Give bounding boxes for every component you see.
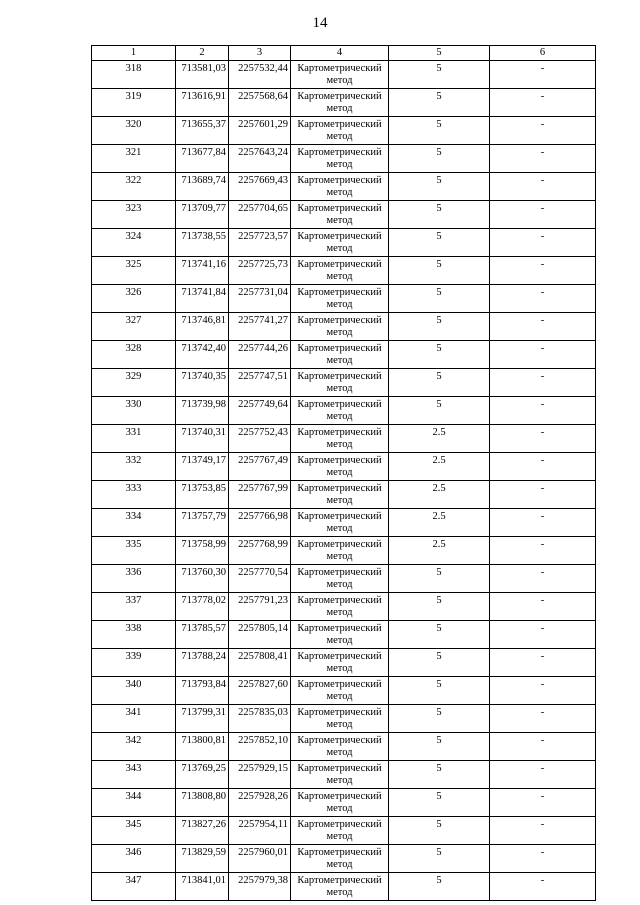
method-text: Картометрический метод (297, 343, 382, 366)
point-number-cell: 318 (92, 61, 176, 89)
accuracy-cell: 5 (389, 649, 490, 677)
accuracy-cell: 5 (389, 257, 490, 285)
x-coordinate-cell: 713753,85 (176, 481, 229, 509)
accuracy-cell: 2.5 (389, 453, 490, 481)
point-number-cell: 321 (92, 145, 176, 173)
table-row (92, 817, 596, 845)
point-number-cell: 326 (92, 285, 176, 313)
point-number-cell: 331 (92, 425, 176, 453)
y-coordinate-cell: 2257725,73 (229, 257, 291, 285)
note-cell: - (490, 845, 596, 873)
accuracy-cell: 5 (389, 369, 490, 397)
y-coordinate-cell: 2257805,14 (229, 621, 291, 649)
point-number-cell: 328 (92, 341, 176, 369)
point-number-cell: 324 (92, 229, 176, 257)
x-coordinate-cell: 713793,84 (176, 677, 229, 705)
note-cell: - (490, 229, 596, 257)
table-row (92, 425, 596, 453)
method-text: Картометрический метод (297, 427, 382, 450)
note-cell: - (490, 425, 596, 453)
accuracy-cell: 2.5 (389, 509, 490, 537)
accuracy-cell: 5 (389, 229, 490, 257)
note-cell: - (490, 789, 596, 817)
point-number-cell: 345 (92, 817, 176, 845)
point-number-cell: 337 (92, 593, 176, 621)
method-text: Картометрический метод (297, 819, 382, 842)
method-cell (291, 425, 389, 453)
method-text: Картометрический метод (297, 791, 382, 814)
x-coordinate-cell: 713741,84 (176, 285, 229, 313)
x-coordinate-cell: 713709,77 (176, 201, 229, 229)
table-row (92, 621, 596, 649)
accuracy-cell: 5 (389, 341, 490, 369)
note-cell: - (490, 61, 596, 89)
method-text: Картометрический метод (297, 651, 382, 674)
y-coordinate-cell: 2257731,04 (229, 285, 291, 313)
header-cell-6: 6 (490, 46, 596, 61)
table-row (92, 481, 596, 509)
method-text: Картометрический метод (297, 175, 382, 198)
method-cell (291, 117, 389, 145)
method-text: Картометрический метод (297, 847, 382, 870)
x-coordinate-cell: 713616,91 (176, 89, 229, 117)
x-coordinate-cell: 713841,01 (176, 873, 229, 901)
y-coordinate-cell: 2257954,11 (229, 817, 291, 845)
method-cell (291, 201, 389, 229)
accuracy-cell: 5 (389, 173, 490, 201)
note-cell: - (490, 649, 596, 677)
point-number-cell: 343 (92, 761, 176, 789)
table-row (92, 873, 596, 901)
x-coordinate-cell: 713689,74 (176, 173, 229, 201)
method-cell (291, 453, 389, 481)
table-row (92, 761, 596, 789)
table-row (92, 789, 596, 817)
x-coordinate-cell: 713739,98 (176, 397, 229, 425)
point-number-cell: 320 (92, 117, 176, 145)
x-coordinate-cell: 713785,57 (176, 621, 229, 649)
x-coordinate-cell: 713788,24 (176, 649, 229, 677)
header-cell-5: 5 (389, 46, 490, 61)
coordinates-table (91, 45, 596, 901)
accuracy-cell: 5 (389, 845, 490, 873)
method-text: Картометрический метод (297, 63, 382, 86)
y-coordinate-cell: 2257766,98 (229, 509, 291, 537)
header-cell-2: 2 (176, 46, 229, 61)
point-number-cell: 342 (92, 733, 176, 761)
x-coordinate-cell: 713799,31 (176, 705, 229, 733)
y-coordinate-cell: 2257960,01 (229, 845, 291, 873)
point-number-cell: 319 (92, 89, 176, 117)
y-coordinate-cell: 2257643,24 (229, 145, 291, 173)
point-number-cell: 344 (92, 789, 176, 817)
table-row (92, 257, 596, 285)
table-row (92, 61, 596, 89)
y-coordinate-cell: 2257979,38 (229, 873, 291, 901)
method-cell (291, 369, 389, 397)
table-row (92, 117, 596, 145)
note-cell: - (490, 761, 596, 789)
method-text: Картометрический метод (297, 595, 382, 618)
note-cell: - (490, 453, 596, 481)
method-cell (291, 649, 389, 677)
note-cell: - (490, 733, 596, 761)
y-coordinate-cell: 2257749,64 (229, 397, 291, 425)
y-coordinate-cell: 2257767,49 (229, 453, 291, 481)
y-coordinate-cell: 2257768,99 (229, 537, 291, 565)
y-coordinate-cell: 2257747,51 (229, 369, 291, 397)
note-cell: - (490, 817, 596, 845)
point-number-cell: 333 (92, 481, 176, 509)
method-cell (291, 705, 389, 733)
method-text: Картометрический метод (297, 455, 382, 478)
table-row (92, 341, 596, 369)
method-text: Картометрический метод (297, 763, 382, 786)
table-row (92, 565, 596, 593)
table-row (92, 593, 596, 621)
y-coordinate-cell: 2257568,64 (229, 89, 291, 117)
method-text: Картометрический метод (297, 707, 382, 730)
method-cell (291, 229, 389, 257)
point-number-cell: 322 (92, 173, 176, 201)
method-cell (291, 145, 389, 173)
point-number-cell: 336 (92, 565, 176, 593)
note-cell: - (490, 565, 596, 593)
y-coordinate-cell: 2257808,41 (229, 649, 291, 677)
y-coordinate-cell: 2257741,27 (229, 313, 291, 341)
method-text: Картометрический метод (297, 567, 382, 590)
table-body (92, 61, 596, 901)
header-cell-1: 1 (92, 46, 176, 61)
accuracy-cell: 5 (389, 733, 490, 761)
accuracy-cell: 2.5 (389, 481, 490, 509)
note-cell: - (490, 89, 596, 117)
accuracy-cell: 5 (389, 565, 490, 593)
point-number-cell: 325 (92, 257, 176, 285)
table-row (92, 173, 596, 201)
point-number-cell: 340 (92, 677, 176, 705)
method-text: Картометрический метод (297, 203, 382, 226)
method-cell (291, 397, 389, 425)
method-cell (291, 89, 389, 117)
method-text: Картометрический метод (297, 91, 382, 114)
method-cell (291, 285, 389, 313)
note-cell: - (490, 313, 596, 341)
point-number-cell: 346 (92, 845, 176, 873)
x-coordinate-cell: 713760,30 (176, 565, 229, 593)
y-coordinate-cell: 2257852,10 (229, 733, 291, 761)
note-cell: - (490, 677, 596, 705)
header-cell-3: 3 (229, 46, 291, 61)
accuracy-cell: 5 (389, 201, 490, 229)
x-coordinate-cell: 713655,37 (176, 117, 229, 145)
y-coordinate-cell: 2257835,03 (229, 705, 291, 733)
note-cell: - (490, 621, 596, 649)
method-text: Картометрический метод (297, 539, 382, 562)
x-coordinate-cell: 713829,59 (176, 845, 229, 873)
table-row (92, 397, 596, 425)
point-number-cell: 335 (92, 537, 176, 565)
table-row (92, 285, 596, 313)
note-cell: - (490, 873, 596, 901)
x-coordinate-cell: 713778,02 (176, 593, 229, 621)
point-number-cell: 332 (92, 453, 176, 481)
accuracy-cell: 5 (389, 677, 490, 705)
accuracy-cell: 5 (389, 117, 490, 145)
method-cell (291, 789, 389, 817)
accuracy-cell: 2.5 (389, 425, 490, 453)
method-cell (291, 677, 389, 705)
method-cell (291, 61, 389, 89)
table-row (92, 733, 596, 761)
table-row (92, 677, 596, 705)
page-number: 14 (312, 15, 328, 31)
method-text: Картометрический метод (297, 735, 382, 758)
method-cell (291, 173, 389, 201)
method-text: Картометрический метод (297, 371, 382, 394)
point-number-cell: 323 (92, 201, 176, 229)
note-cell: - (490, 117, 596, 145)
method-text: Картометрический метод (297, 119, 382, 142)
table-row (92, 453, 596, 481)
method-text: Картометрический метод (297, 259, 382, 282)
point-number-cell: 338 (92, 621, 176, 649)
method-text: Картометрический метод (297, 231, 382, 254)
x-coordinate-cell: 713738,55 (176, 229, 229, 257)
accuracy-cell: 5 (389, 145, 490, 173)
note-cell: - (490, 145, 596, 173)
accuracy-cell: 5 (389, 705, 490, 733)
method-cell (291, 341, 389, 369)
method-cell (291, 873, 389, 901)
accuracy-cell: 5 (389, 285, 490, 313)
table-row (92, 649, 596, 677)
method-cell (291, 257, 389, 285)
table-row (92, 845, 596, 873)
table-row (92, 509, 596, 537)
y-coordinate-cell: 2257770,54 (229, 565, 291, 593)
point-number-cell: 327 (92, 313, 176, 341)
point-number-cell: 334 (92, 509, 176, 537)
note-cell: - (490, 593, 596, 621)
y-coordinate-cell: 2257928,26 (229, 789, 291, 817)
y-coordinate-cell: 2257767,99 (229, 481, 291, 509)
method-text: Картометрический метод (297, 511, 382, 534)
method-text: Картометрический метод (297, 147, 382, 170)
table-row (92, 537, 596, 565)
method-text: Картометрический метод (297, 315, 382, 338)
note-cell: - (490, 397, 596, 425)
method-cell (291, 817, 389, 845)
method-cell (291, 845, 389, 873)
y-coordinate-cell: 2257929,15 (229, 761, 291, 789)
table-row (92, 369, 596, 397)
y-coordinate-cell: 2257744,26 (229, 341, 291, 369)
y-coordinate-cell: 2257827,60 (229, 677, 291, 705)
accuracy-cell: 5 (389, 789, 490, 817)
y-coordinate-cell: 2257791,23 (229, 593, 291, 621)
x-coordinate-cell: 713746,81 (176, 313, 229, 341)
point-number-cell: 330 (92, 397, 176, 425)
accuracy-cell: 5 (389, 817, 490, 845)
accuracy-cell: 5 (389, 873, 490, 901)
header-cell-4: 4 (291, 46, 389, 61)
x-coordinate-cell: 713740,31 (176, 425, 229, 453)
point-number-cell: 329 (92, 369, 176, 397)
x-coordinate-cell: 713677,84 (176, 145, 229, 173)
table-row (92, 89, 596, 117)
y-coordinate-cell: 2257704,65 (229, 201, 291, 229)
table-row (92, 705, 596, 733)
x-coordinate-cell: 713800,81 (176, 733, 229, 761)
point-number-cell: 339 (92, 649, 176, 677)
x-coordinate-cell: 713769,25 (176, 761, 229, 789)
note-cell: - (490, 705, 596, 733)
method-cell (291, 481, 389, 509)
method-text: Картометрический метод (297, 287, 382, 310)
note-cell: - (490, 537, 596, 565)
accuracy-cell: 5 (389, 313, 490, 341)
method-cell (291, 593, 389, 621)
x-coordinate-cell: 713758,99 (176, 537, 229, 565)
note-cell: - (490, 257, 596, 285)
note-cell: - (490, 201, 596, 229)
note-cell: - (490, 285, 596, 313)
x-coordinate-cell: 713581,03 (176, 61, 229, 89)
table-row (92, 201, 596, 229)
accuracy-cell: 2.5 (389, 537, 490, 565)
table-row (92, 313, 596, 341)
accuracy-cell: 5 (389, 593, 490, 621)
note-cell: - (490, 509, 596, 537)
point-number-cell: 347 (92, 873, 176, 901)
y-coordinate-cell: 2257723,57 (229, 229, 291, 257)
method-cell (291, 537, 389, 565)
method-text: Картометрический метод (297, 399, 382, 422)
x-coordinate-cell: 713742,40 (176, 341, 229, 369)
x-coordinate-cell: 713741,16 (176, 257, 229, 285)
accuracy-cell: 5 (389, 397, 490, 425)
x-coordinate-cell: 713740,35 (176, 369, 229, 397)
method-cell (291, 565, 389, 593)
note-cell: - (490, 341, 596, 369)
method-cell (291, 733, 389, 761)
accuracy-cell: 5 (389, 621, 490, 649)
method-cell (291, 621, 389, 649)
y-coordinate-cell: 2257532,44 (229, 61, 291, 89)
point-number-cell: 341 (92, 705, 176, 733)
method-cell (291, 509, 389, 537)
table-header-row (92, 46, 596, 61)
x-coordinate-cell: 713827,26 (176, 817, 229, 845)
accuracy-cell: 5 (389, 761, 490, 789)
x-coordinate-cell: 713749,17 (176, 453, 229, 481)
accuracy-cell: 5 (389, 89, 490, 117)
y-coordinate-cell: 2257669,43 (229, 173, 291, 201)
note-cell: - (490, 481, 596, 509)
method-cell (291, 761, 389, 789)
note-cell: - (490, 369, 596, 397)
method-text: Картометрический метод (297, 623, 382, 646)
note-cell: - (490, 173, 596, 201)
method-text: Картометрический метод (297, 875, 382, 898)
table-row (92, 229, 596, 257)
method-text: Картометрический метод (297, 483, 382, 506)
method-text: Картометрический метод (297, 679, 382, 702)
y-coordinate-cell: 2257752,43 (229, 425, 291, 453)
accuracy-cell: 5 (389, 61, 490, 89)
method-cell (291, 313, 389, 341)
table-row (92, 145, 596, 173)
y-coordinate-cell: 2257601,29 (229, 117, 291, 145)
x-coordinate-cell: 713808,80 (176, 789, 229, 817)
x-coordinate-cell: 713757,79 (176, 509, 229, 537)
